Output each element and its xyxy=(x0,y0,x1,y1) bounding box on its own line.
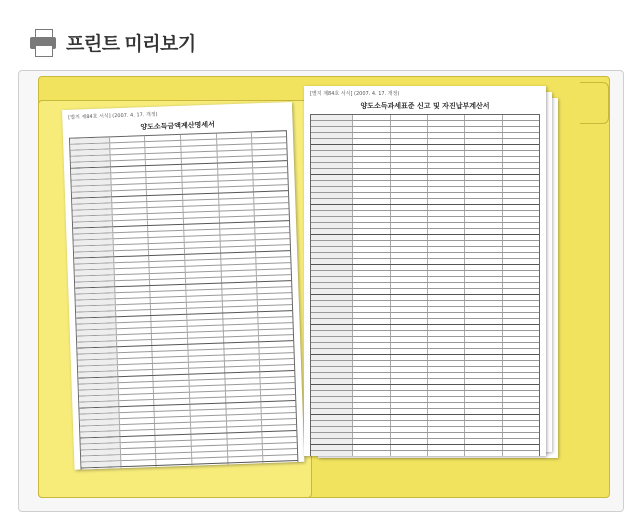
folder-tab xyxy=(580,82,609,124)
page-header xyxy=(28,24,196,60)
document-right-grid xyxy=(310,114,540,456)
document-left-title: 양도소득금액계산명세서 xyxy=(140,120,215,132)
document-left-grid xyxy=(69,130,299,470)
document-right xyxy=(304,86,546,456)
document-left xyxy=(62,102,304,470)
page-title: 프린트 미리보기 xyxy=(66,33,196,55)
document-right-code: [별지 제84호 서식] (2007. 4. 17. 개정) xyxy=(310,91,400,97)
printer-icon xyxy=(28,27,58,57)
form-row xyxy=(311,451,539,456)
document-right-title: 양도소득과세표준 신고 및 자진납부계산서 xyxy=(360,102,490,110)
document-left-code: [별지 제84호 서식] (2007. 4. 17. 개정) xyxy=(68,111,158,121)
